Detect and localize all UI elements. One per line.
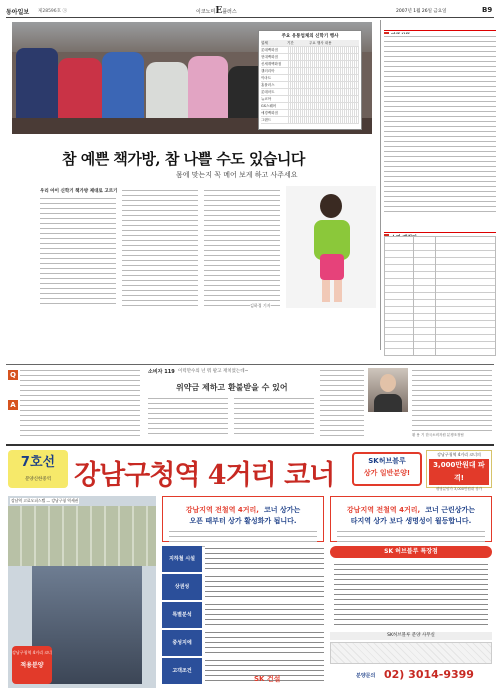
table-cell-details xyxy=(287,89,359,95)
sk-features-text xyxy=(334,562,488,628)
table-cell-store: 그랜드 xyxy=(261,118,272,122)
article-byline: 김하경 기자 xyxy=(250,303,271,308)
table-row xyxy=(261,117,359,124)
table-row xyxy=(261,54,359,61)
small-article-byline: 황 용 기 한국소비자원 분쟁조정팀 xyxy=(412,433,464,437)
feature-label: 특별분석 xyxy=(162,602,202,628)
paper-name: 동아일보 xyxy=(6,9,30,16)
qa-q-badge: Q xyxy=(8,370,18,380)
event-table-header: 업체 기간 주요 행사 내용 xyxy=(261,40,359,47)
table-cell-store: 애경백화점 xyxy=(261,111,278,115)
table-row xyxy=(261,103,359,110)
issue-date: 2007년 1월 26일 금요일 xyxy=(396,9,447,14)
ad-banner xyxy=(6,444,494,689)
feature-text xyxy=(205,574,324,600)
small-article-column-4 xyxy=(412,368,492,432)
event-table-rows xyxy=(261,47,359,124)
pitch-box-1: 강남지역 전철역 4거리, 코너 상가는 오픈 때부터 상가 활성화가 됩니다. xyxy=(162,496,324,542)
table-cell-details xyxy=(287,117,359,123)
table-cell-store: 뉴코아 xyxy=(261,97,272,101)
feature-label: 상권성 xyxy=(162,574,202,600)
feature-text xyxy=(205,546,324,572)
sk-features-pill: SK 허브블루 특장점 xyxy=(330,546,492,558)
small-article-headline: 위약금 제하고 환불받을 수 있어 xyxy=(176,382,288,392)
phone-label: 분양문의 xyxy=(356,673,376,679)
table-cell-store: 롯데백화점 xyxy=(261,48,278,52)
article-column-2 xyxy=(122,188,198,308)
article-column-1 xyxy=(40,196,116,308)
ad-headline: 강남구청역 4거리 코너 xyxy=(74,460,335,491)
consumer119-tag: 소비자 119 xyxy=(148,369,175,375)
sk-brand-logo: SK 건설 xyxy=(254,675,281,683)
table-row xyxy=(261,96,359,103)
table-cell-store: 갤러리아 xyxy=(261,69,275,73)
main-subhead: 몸에 맞는지 꼭 메어 보게 하고 사주세요 xyxy=(176,171,298,179)
small-article-column-3 xyxy=(320,368,364,438)
issue-number: 제28596호 ⓐ xyxy=(38,9,67,14)
sidebar-divider xyxy=(380,20,381,350)
table-cell-store: GS스퀘어 xyxy=(261,104,277,108)
event-table xyxy=(258,30,362,130)
table-cell-details xyxy=(287,54,359,60)
map-image xyxy=(8,506,156,566)
small-article-column-2 xyxy=(234,396,314,438)
table-cell-details xyxy=(287,75,359,81)
columnist-photo xyxy=(368,368,408,412)
table-cell-store: 이마트 xyxy=(261,76,272,80)
section-marker: 우리 아이 신학기 책가방 제대로 고르기 xyxy=(40,189,118,194)
table-cell-details xyxy=(287,103,359,109)
child-photo xyxy=(286,186,376,308)
table-cell-store: 롯데마트 xyxy=(261,90,275,94)
price-callout: 강남구청역 4거리 코너의 3,000만원대 파격! 평당분양가 3,000만원대 상가 xyxy=(426,450,492,488)
phone-number[interactable]: 02) 3014-9399 xyxy=(384,668,474,681)
section-title: 이코노미E플러스 xyxy=(196,6,237,16)
ad-map-area xyxy=(8,496,156,688)
sidebar-title xyxy=(384,22,496,31)
table-row xyxy=(261,68,359,75)
feature-label: 고객조건 xyxy=(162,658,202,684)
child-body xyxy=(320,254,344,280)
feature-row xyxy=(162,602,324,628)
table-cell-details xyxy=(287,96,359,102)
table-cell-details xyxy=(287,110,359,116)
line7-label: 7호선 xyxy=(20,455,56,470)
feature-row xyxy=(162,658,324,684)
shopping-calendar-table xyxy=(384,236,496,356)
table-cell-store: 현대백화점 xyxy=(261,55,278,59)
sidebar-text xyxy=(384,34,496,216)
event-table-title: 주요 유통업체의 신학기 행사 xyxy=(281,34,339,39)
table-cell-details xyxy=(287,82,359,88)
pitch-box-2: 강남지역 전철역 4거리, 코너 근린상가는 타지역 상가 보다 생명성이 월등합니다. xyxy=(330,496,492,542)
page-number: B9 xyxy=(482,6,493,14)
feature-list xyxy=(162,546,324,686)
table-cell-store: 홈플러스 xyxy=(261,83,275,87)
ad-headline-band xyxy=(6,450,494,490)
feature-text xyxy=(205,630,324,656)
table-cell-details xyxy=(287,68,359,74)
table-cell-details xyxy=(287,61,359,67)
feature-label: 중성지에 xyxy=(162,630,202,656)
shopping-calendar-title xyxy=(384,224,496,233)
child-head xyxy=(320,194,342,218)
table-row xyxy=(261,89,359,96)
table-row xyxy=(261,75,359,82)
article-column-3 xyxy=(204,188,280,308)
table-row xyxy=(261,82,359,89)
small-article-column-1 xyxy=(148,396,228,438)
section-logo-e: E xyxy=(215,6,223,16)
qa-a-badge: A xyxy=(8,400,18,410)
answer-text xyxy=(20,398,140,438)
backpack-1 xyxy=(16,48,58,126)
bottom-badge: 강남구청역 4거리 코너 적용분양 xyxy=(12,646,52,684)
main-headline: 참 예쁜 책가방, 참 나쁠 수도 있습니다 xyxy=(62,150,305,168)
table-row xyxy=(261,110,359,117)
feature-row xyxy=(162,546,324,572)
small-article-kicker: 이럭만수의 넌 뭐 팔고 재치었는데~ xyxy=(178,369,249,374)
model-house-label: SK허브블루 분양 사무실 xyxy=(330,632,492,640)
line7-badge xyxy=(8,450,68,488)
feature-row xyxy=(162,630,324,656)
feature-text xyxy=(205,602,324,628)
question-text xyxy=(20,368,140,396)
line7-sub: 분양신한중역 xyxy=(24,477,52,482)
small-article-top-rule xyxy=(6,364,494,365)
map-caption: 강남역 고료오피스텔 — 강남구청 역세권 xyxy=(11,498,79,503)
table-cell-store: 신세계백화점 xyxy=(261,62,282,66)
table-row xyxy=(261,61,359,68)
feature-label: 지하철 시설 xyxy=(162,546,202,572)
table-row xyxy=(261,47,359,54)
location-map xyxy=(330,642,492,664)
table-cell-details xyxy=(287,47,359,53)
masthead xyxy=(6,6,494,18)
feature-row xyxy=(162,574,324,600)
sk-hub-badge: SK허브블루 상가 일반분양! xyxy=(352,452,422,486)
